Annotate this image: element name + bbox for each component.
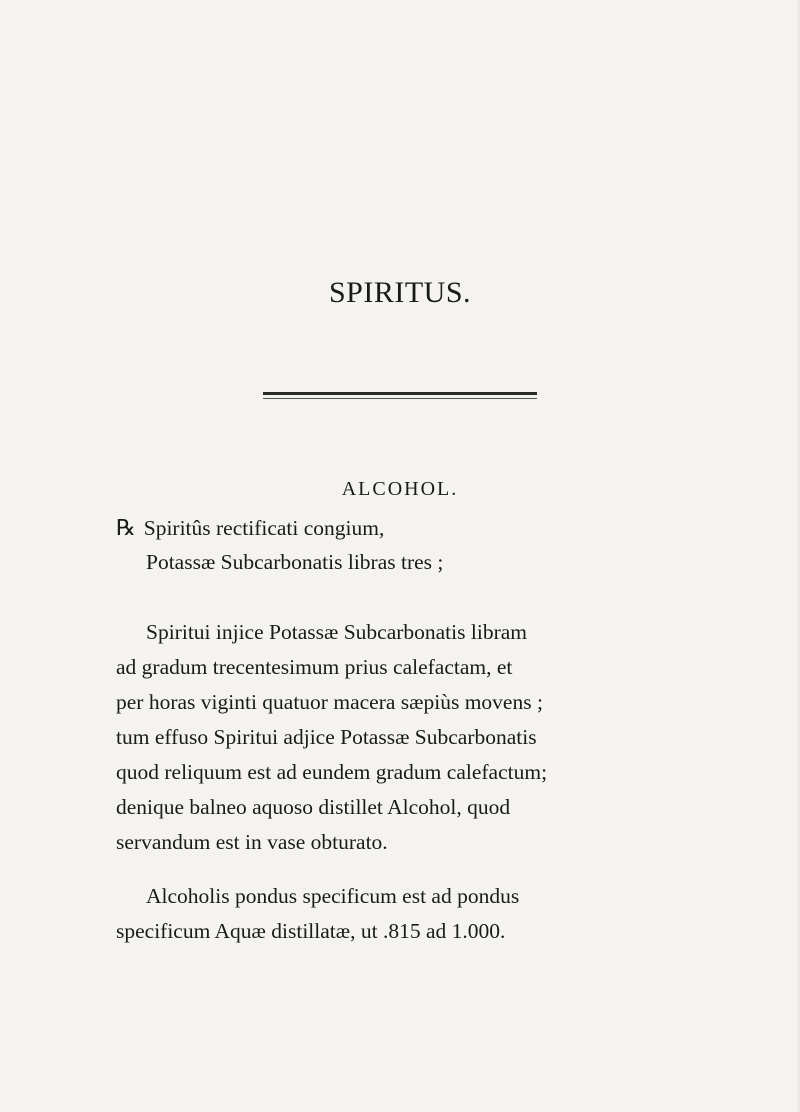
title-rule-thick	[263, 392, 537, 395]
section-subtitle: ALCOHOL.	[341, 478, 459, 500]
paragraph-line: Spiritui injice Potassæ Subcarbonatis libram	[146, 620, 527, 644]
recipe-line-2: Potassæ Subcarbonatis libras tres ;	[146, 550, 444, 574]
specific-gravity-paragraph	[116, 879, 704, 949]
paragraph-line: Alcoholis pondus specificum est ad pondus	[146, 884, 520, 908]
paragraph-line: quod reliquum est ad eundem gradum calefactum;	[116, 760, 548, 784]
page-edge-shadow	[796, 0, 800, 1112]
paragraph-line: per horas viginti quatuor macera sæpiùs movens ;	[116, 690, 543, 714]
paragraph-line: specificum Aquæ distillatæ, ut .815 ad 1.000.	[116, 919, 506, 943]
page-title: SPIRITUS.	[328, 276, 472, 309]
recipe-symbol: ℞	[116, 515, 136, 540]
recipe-line-1	[116, 515, 384, 541]
paragraph-line: ad gradum trecentesimum prius calefactam, et	[116, 655, 513, 679]
title-rule-thin	[263, 398, 537, 399]
recipe-line-1-text: Spiritûs rectificati congium,	[143, 516, 385, 540]
paragraph-line: servandum est in vase obturato.	[116, 830, 388, 854]
paragraph-line: tum effuso Spiritui adjice Potassæ Subcarbonatis	[116, 725, 537, 749]
paragraph-line: denique balneo aquoso distillet Alcohol, quod	[116, 795, 511, 819]
instructions-paragraph	[116, 615, 704, 860]
